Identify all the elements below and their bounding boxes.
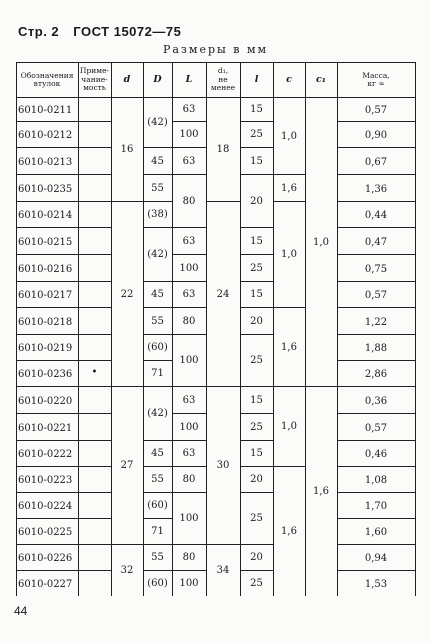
cell-separator <box>337 440 416 441</box>
cell-separator <box>78 386 112 387</box>
cell-separator <box>16 307 79 308</box>
mass-cell: 1,36 <box>364 183 388 195</box>
c1-value: 1,6 <box>313 486 329 497</box>
l-value: 80 <box>182 315 196 327</box>
designation-cell: 6010-0212 <box>18 130 73 141</box>
d-value: (42) <box>147 408 168 419</box>
l-value: 25 <box>250 355 263 366</box>
cell-separator <box>240 121 274 122</box>
d-value: 32 <box>120 565 134 576</box>
cell-separator <box>240 174 274 175</box>
l-value: 100 <box>179 262 199 274</box>
cell-separator <box>337 334 416 335</box>
cell-separator <box>172 227 207 228</box>
d-value: 55 <box>151 552 164 563</box>
cell-separator <box>143 334 173 335</box>
l-value: 15 <box>250 448 263 459</box>
d-value: 45 <box>151 289 164 300</box>
designation-cell: 6010-0216 <box>18 263 73 275</box>
mass-cell: 1,88 <box>364 343 388 354</box>
cell-separator <box>172 334 207 335</box>
column-header-l: L <box>185 73 193 85</box>
d-value: 55 <box>151 315 164 327</box>
mass-cell: 0,47 <box>364 236 388 248</box>
l-value: 20 <box>250 474 263 485</box>
cell-separator <box>111 201 144 202</box>
cell-separator <box>78 147 112 148</box>
cell-separator <box>16 518 79 519</box>
cell-separator <box>240 307 274 308</box>
d1-value: 18 <box>216 144 230 155</box>
table-header-bottom <box>16 97 415 98</box>
mass-cell: 0,46 <box>364 449 388 460</box>
column-header-c1: c₁ <box>316 73 326 85</box>
c-value: 1,6 <box>281 526 297 537</box>
cell-separator <box>143 386 173 387</box>
c-value: 1,0 <box>281 249 297 260</box>
cell-separator <box>111 386 144 387</box>
l-value: 80 <box>182 195 196 207</box>
cell-separator <box>240 227 274 228</box>
l-value: 25 <box>250 129 263 140</box>
d-value: (38) <box>147 209 168 220</box>
cell-separator <box>337 544 416 545</box>
column-header-line: мость <box>83 83 106 93</box>
d-value: 45 <box>151 448 164 459</box>
cell-separator <box>305 386 338 387</box>
cell-separator <box>143 440 173 441</box>
l-value: 25 <box>250 262 263 274</box>
d-value: (42) <box>147 117 168 128</box>
c-value: 1,6 <box>281 182 297 194</box>
mass-cell: 0,90 <box>364 130 388 141</box>
cell-separator <box>16 386 79 387</box>
cell-separator <box>16 227 79 228</box>
cell-separator <box>143 466 173 467</box>
cell-separator <box>16 360 79 361</box>
column-header-line: Масса, <box>362 70 390 80</box>
cell-separator <box>172 440 207 441</box>
cell-separator <box>273 174 306 175</box>
cell-separator <box>337 254 416 255</box>
cell-separator <box>78 334 112 335</box>
designation-cell: 6010-0236 <box>18 369 73 380</box>
cell-separator <box>337 201 416 202</box>
l-value: 100 <box>179 578 199 589</box>
cell-separator <box>78 201 112 202</box>
l-value: 15 <box>250 104 263 115</box>
d-value: 71 <box>151 368 164 379</box>
cell-separator <box>78 254 112 255</box>
designation-cell: 6010-0211 <box>18 105 73 116</box>
designation-cell: 6010-0225 <box>18 527 73 538</box>
cell-separator <box>78 570 112 571</box>
cell-separator <box>172 413 207 414</box>
cell-separator <box>16 121 79 122</box>
l-value: 63 <box>182 155 196 167</box>
designation-cell: 6010-0235 <box>18 183 73 195</box>
mass-cell: 0,75 <box>364 263 388 275</box>
l-value: 20 <box>250 315 263 327</box>
l-value: 25 <box>250 578 263 589</box>
cell-separator <box>337 518 416 519</box>
cell-separator <box>16 466 79 467</box>
note-mark: • <box>91 367 98 378</box>
l-value: 63 <box>182 289 196 300</box>
page-number: 44 <box>14 604 28 618</box>
cell-separator <box>337 281 416 282</box>
cell-separator <box>78 174 112 175</box>
cell-separator <box>143 544 173 545</box>
l-value: 20 <box>250 195 263 207</box>
cell-separator <box>337 386 416 387</box>
cell-separator <box>78 440 112 441</box>
l-value: 25 <box>250 421 263 433</box>
cell-separator <box>172 307 207 308</box>
cell-separator <box>78 466 112 467</box>
mass-cell: 1,22 <box>364 316 388 328</box>
d-value: 22 <box>120 288 134 300</box>
l-value: 15 <box>250 155 263 167</box>
column-divider <box>415 62 416 596</box>
cell-separator <box>143 570 173 571</box>
designation-cell: 6010-0221 <box>18 422 73 434</box>
cell-separator <box>240 254 274 255</box>
column-header-mass <box>337 63 415 97</box>
cell-separator <box>337 307 416 308</box>
cell-separator <box>143 281 173 282</box>
cell-separator <box>172 492 207 493</box>
page-label: Стр. 2 <box>18 24 60 39</box>
c-value: 1,0 <box>281 421 297 432</box>
d-value: 55 <box>151 182 164 194</box>
cell-separator <box>16 334 79 335</box>
cell-separator <box>143 227 173 228</box>
l-value: 15 <box>250 289 263 300</box>
c-value: 1,6 <box>281 341 297 353</box>
cell-separator <box>143 174 173 175</box>
cell-separator <box>16 570 79 571</box>
designation-cell: 6010-0227 <box>18 579 73 590</box>
d-value: 27 <box>120 460 134 471</box>
column-header-line: не <box>218 74 228 84</box>
d-value: 55 <box>151 474 164 485</box>
mass-cell: 0,94 <box>364 553 388 564</box>
cell-separator <box>172 281 207 282</box>
cell-separator <box>143 492 173 493</box>
designation-cell: 6010-0226 <box>18 553 73 564</box>
designation-cell: 6010-0215 <box>18 236 73 248</box>
cell-separator <box>172 466 207 467</box>
cell-separator <box>78 227 112 228</box>
cell-separator <box>78 518 112 519</box>
d-value: (60) <box>147 342 168 353</box>
cell-separator <box>143 360 173 361</box>
mass-cell: 1,70 <box>364 501 388 512</box>
l-value: 80 <box>182 474 196 485</box>
mass-cell: 0,57 <box>364 290 388 301</box>
cell-separator <box>206 544 241 545</box>
cell-separator <box>240 440 274 441</box>
l-value: 100 <box>179 355 199 366</box>
designation-cell: 6010-0223 <box>18 475 73 486</box>
cell-separator <box>16 147 79 148</box>
cell-separator <box>16 201 79 202</box>
cell-separator <box>273 466 306 467</box>
mass-cell: 0,44 <box>364 210 388 221</box>
cell-separator <box>240 281 274 282</box>
cell-separator <box>337 413 416 414</box>
cell-separator <box>240 492 274 493</box>
cell-separator <box>337 227 416 228</box>
designation-cell: 6010-0220 <box>18 395 73 407</box>
cell-separator <box>206 386 241 387</box>
cell-separator <box>143 307 173 308</box>
cell-separator <box>16 440 79 441</box>
designation-cell: 6010-0217 <box>18 290 73 301</box>
cell-separator <box>16 174 79 175</box>
designation-cell: 6010-0224 <box>18 501 73 512</box>
column-header-d: d <box>123 73 131 85</box>
cell-separator <box>240 334 274 335</box>
column-header-line: кг ≈ <box>367 79 385 88</box>
table-subtitle: Размеры в мм <box>162 43 269 56</box>
cell-separator <box>206 201 241 202</box>
cell-separator <box>273 307 306 308</box>
mass-cell: 1,08 <box>364 475 388 486</box>
cell-separator <box>16 281 79 282</box>
mass-cell: 0,57 <box>364 105 388 116</box>
column-header-line: d₁, <box>217 66 229 76</box>
cell-separator <box>337 360 416 361</box>
d-value: (42) <box>147 249 168 260</box>
cell-separator <box>16 413 79 414</box>
d1-value: 24 <box>216 288 230 300</box>
column-header-note <box>78 63 111 97</box>
column-header-l: l <box>254 73 259 85</box>
mass-cell: 0,67 <box>364 156 388 168</box>
mass-cell: 1,60 <box>364 527 388 538</box>
column-header-line: Приме- <box>79 66 110 76</box>
cell-separator <box>337 466 416 467</box>
mass-cell: 0,57 <box>364 422 388 434</box>
cell-separator <box>337 492 416 493</box>
cell-separator <box>78 307 112 308</box>
c-value: 1,0 <box>281 130 297 142</box>
cell-separator <box>240 413 274 414</box>
cell-separator <box>16 492 79 493</box>
designation-cell: 6010-0219 <box>18 343 73 354</box>
cell-separator <box>240 386 274 387</box>
cell-separator <box>143 147 173 148</box>
cell-separator <box>337 570 416 571</box>
l-value: 15 <box>250 235 263 247</box>
mass-cell: 0,36 <box>364 395 388 407</box>
cell-separator <box>78 544 112 545</box>
column-header-line: чание- <box>81 74 108 84</box>
standard-number: ГОСТ 15072—75 <box>73 24 182 39</box>
l-value: 15 <box>250 394 263 406</box>
d-value: (60) <box>147 500 168 511</box>
l-value: 100 <box>179 421 199 433</box>
column-header-d1 <box>206 63 240 97</box>
d-value: 45 <box>151 155 164 167</box>
cell-separator <box>143 201 173 202</box>
mass-cell: 1,53 <box>364 579 388 590</box>
cell-separator <box>143 518 173 519</box>
cell-separator <box>240 570 274 571</box>
column-header-d: D <box>153 73 162 85</box>
cell-separator <box>240 544 274 545</box>
l-value: 100 <box>179 513 199 524</box>
l-value: 100 <box>179 129 199 140</box>
l-value: 63 <box>182 235 196 247</box>
c1-value: 1,0 <box>313 236 329 248</box>
cell-separator <box>78 413 112 414</box>
column-header-c: c <box>286 73 292 85</box>
cell-separator <box>111 544 144 545</box>
cell-separator <box>172 386 207 387</box>
cell-separator <box>16 254 79 255</box>
cell-separator <box>240 466 274 467</box>
designation-cell: 6010-0222 <box>18 449 73 460</box>
l-value: 63 <box>182 394 196 406</box>
designation-cell: 6010-0213 <box>18 156 73 168</box>
cell-separator <box>337 147 416 148</box>
d-value: 71 <box>151 526 164 537</box>
cell-separator <box>337 121 416 122</box>
d1-value: 34 <box>216 565 230 576</box>
d-value: (60) <box>147 578 168 589</box>
designation-cell: 6010-0214 <box>18 210 73 221</box>
cell-separator <box>78 492 112 493</box>
cell-separator <box>337 174 416 175</box>
cell-separator <box>240 147 274 148</box>
d1-value: 30 <box>216 460 230 471</box>
column-header-line: Обозначения <box>20 70 74 80</box>
l-value: 25 <box>250 513 263 524</box>
cell-separator <box>172 147 207 148</box>
cell-separator <box>78 281 112 282</box>
cell-separator <box>172 254 207 255</box>
cell-separator <box>273 201 306 202</box>
cell-separator <box>172 544 207 545</box>
cell-separator <box>273 386 306 387</box>
column-header-line: втулок <box>33 79 61 88</box>
designation-cell: 6010-0218 <box>18 316 73 328</box>
l-value: 63 <box>182 448 196 459</box>
l-value: 80 <box>182 552 196 563</box>
l-value: 63 <box>182 104 196 115</box>
cell-separator <box>172 570 207 571</box>
cell-separator <box>172 121 207 122</box>
cell-separator <box>172 174 207 175</box>
mass-cell: 2,86 <box>364 369 388 380</box>
cell-separator <box>78 121 112 122</box>
cell-separator <box>16 544 79 545</box>
column-header-line: менее <box>210 83 236 93</box>
column-header-designation <box>16 63 78 97</box>
d-value: 16 <box>120 144 134 155</box>
l-value: 20 <box>250 552 263 563</box>
